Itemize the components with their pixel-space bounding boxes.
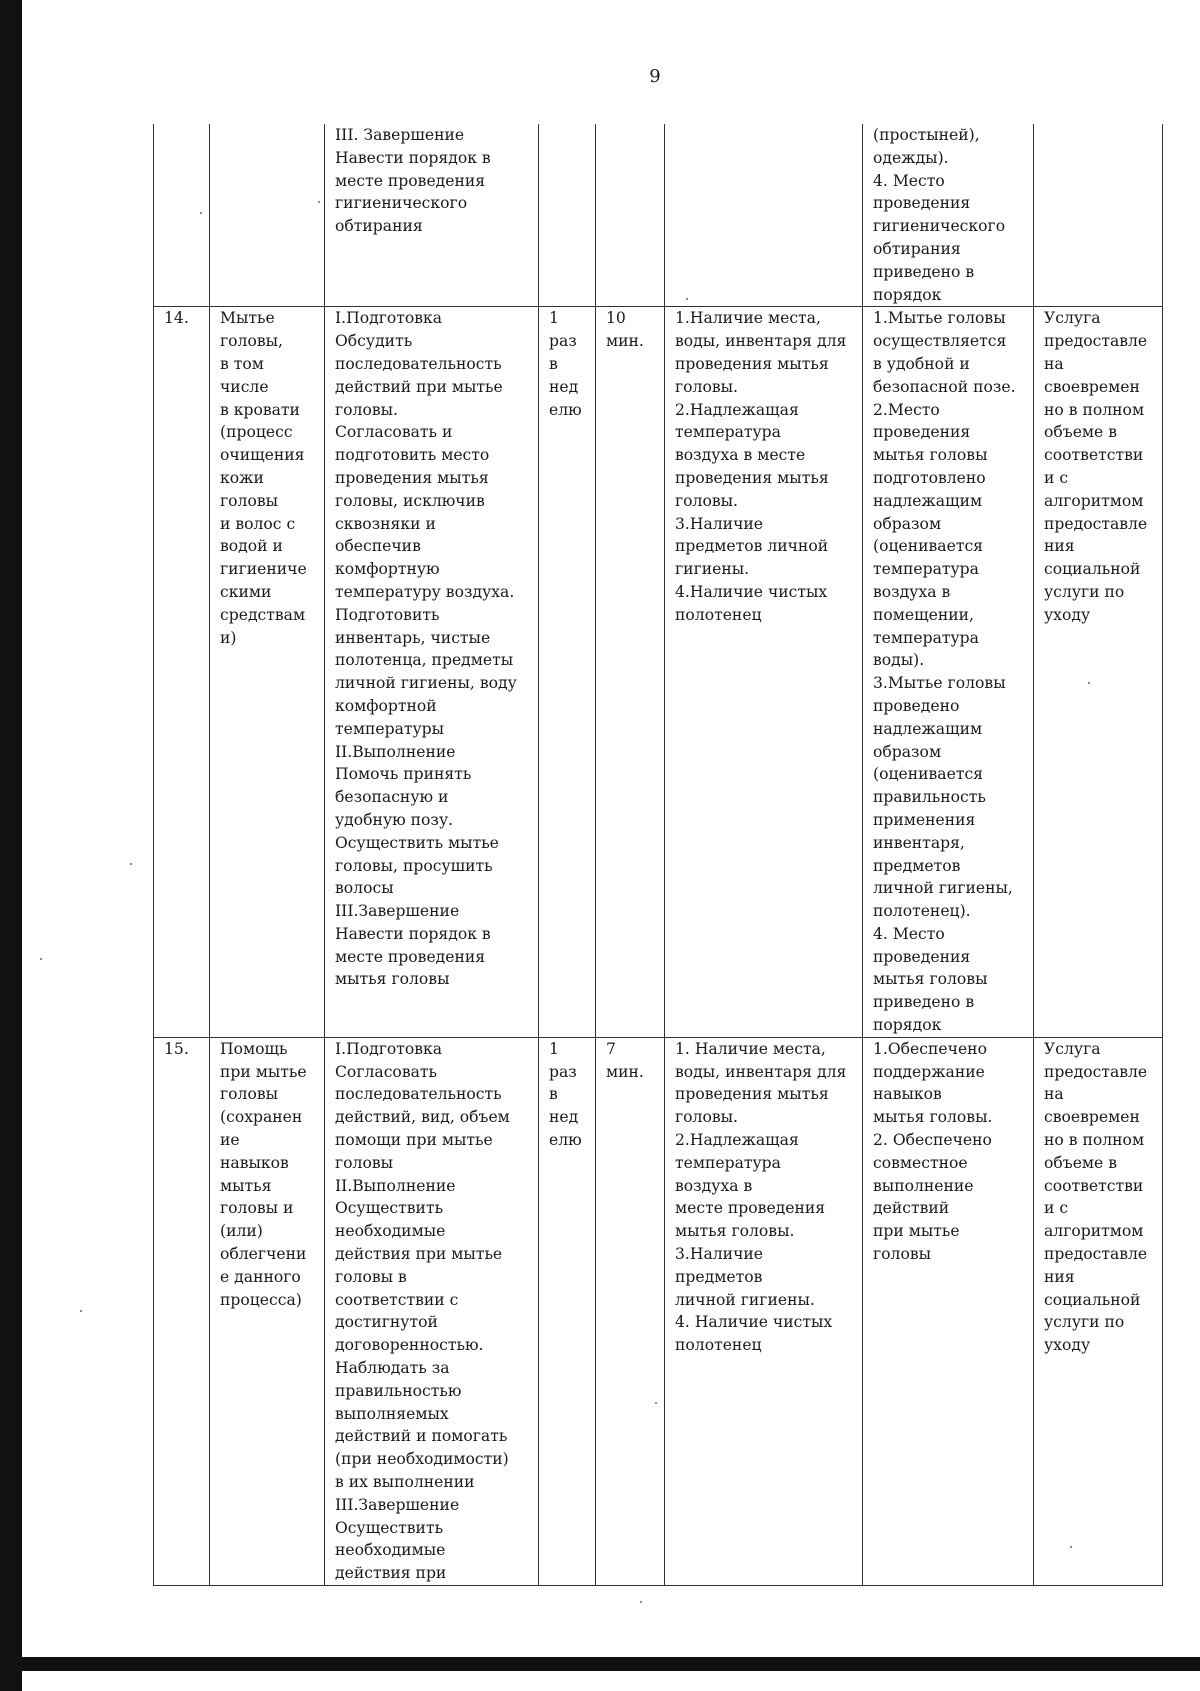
time-line: мин. bbox=[606, 1062, 644, 1081]
conditions-line: предметов личной bbox=[675, 537, 829, 556]
service-actions-line: гигиенического bbox=[335, 194, 468, 213]
frequency-cell bbox=[539, 307, 596, 1038]
quality-indicators-line: 2. Обеспечено bbox=[873, 1131, 992, 1150]
quality-indicators-line: 2.Место bbox=[873, 400, 940, 419]
service-actions-line: правильностью bbox=[335, 1381, 462, 1400]
assessment-cell bbox=[1034, 124, 1163, 307]
frequency-line: 1 bbox=[549, 1039, 559, 1058]
quality-indicators-line: мытья головы bbox=[873, 970, 988, 989]
service-actions-line: Подготовить bbox=[335, 605, 440, 624]
service-actions-line: помощи при мытье bbox=[335, 1131, 493, 1150]
service-actions-line: необходимые bbox=[335, 1541, 446, 1560]
service-name-line: в том bbox=[220, 354, 264, 373]
service-name-line: очищения bbox=[220, 446, 305, 465]
conditions-line: головы. bbox=[675, 377, 738, 396]
conditions-line: полотенец bbox=[675, 605, 762, 624]
quality-indicators-line: образом bbox=[873, 742, 942, 761]
frequency-line: нед bbox=[549, 1108, 579, 1127]
quality-indicators-line: порядок bbox=[873, 1016, 942, 1035]
assessment-line: и с bbox=[1044, 468, 1069, 487]
assessment-line: услуги по bbox=[1044, 582, 1125, 601]
row-number-line: 15. bbox=[164, 1039, 189, 1058]
quality-indicators-line: температура bbox=[873, 560, 979, 579]
conditions-line: личной гигиены. bbox=[675, 1290, 815, 1309]
service-actions-line: Осуществить bbox=[335, 1199, 444, 1218]
conditions-line: 2.Надлежащая bbox=[675, 1131, 799, 1150]
conditions-line: воды, инвентаря для bbox=[675, 1062, 847, 1081]
assessment-line: ния bbox=[1044, 537, 1075, 556]
service-name-line: скими bbox=[220, 582, 272, 601]
assessment-line: Услуга bbox=[1044, 309, 1101, 328]
service-actions-line: действий и помогать bbox=[335, 1427, 508, 1446]
scan-bottom-edge bbox=[20, 1657, 1200, 1671]
service-name-line: (процесс bbox=[220, 423, 293, 442]
conditions-line: температура bbox=[675, 423, 781, 442]
quality-indicators-line: мытья головы bbox=[873, 446, 988, 465]
table-row bbox=[154, 124, 1163, 307]
quality-indicators-line: выполнение bbox=[873, 1176, 974, 1195]
frequency-line: нед bbox=[549, 377, 579, 396]
quality-indicators-line: мытья головы. bbox=[873, 1108, 993, 1127]
quality-indicators-line: надлежащим bbox=[873, 719, 983, 738]
conditions-cell bbox=[665, 307, 863, 1038]
frequency-cell bbox=[539, 124, 596, 307]
service-name-cell bbox=[210, 1037, 325, 1585]
assessment-line: своевремен bbox=[1044, 1108, 1140, 1127]
quality-indicators-line: образом bbox=[873, 514, 942, 533]
quality-indicators-line: обтирания bbox=[873, 239, 961, 258]
service-name-line: мытья bbox=[220, 1176, 272, 1195]
table-body bbox=[154, 124, 1163, 1586]
service-actions-line: действий, вид, объем bbox=[335, 1108, 510, 1127]
assessment-line: на bbox=[1044, 354, 1064, 373]
service-actions-line: комфортную bbox=[335, 560, 440, 579]
quality-indicators-line: проведения bbox=[873, 423, 971, 442]
service-actions-line: головы, исключив bbox=[335, 491, 485, 510]
service-name-line: и) bbox=[220, 628, 237, 647]
conditions-line: воздуха в bbox=[675, 1176, 753, 1195]
frequency-line: раз bbox=[549, 1062, 577, 1081]
service-actions-line: Согласовать и bbox=[335, 423, 453, 442]
quality-indicators-cell bbox=[863, 1037, 1034, 1585]
assessment-cell bbox=[1034, 307, 1163, 1038]
quality-indicators-line: навыков bbox=[873, 1085, 942, 1104]
table-row bbox=[154, 307, 1163, 1038]
service-actions-line: комфортной bbox=[335, 696, 437, 715]
service-actions-line: обеспечив bbox=[335, 537, 421, 556]
assessment-line: алгоритмом bbox=[1044, 1222, 1144, 1241]
conditions-line: 1.Наличие места, bbox=[675, 309, 821, 328]
service-actions-line: Осуществить мытье bbox=[335, 833, 499, 852]
quality-indicators-line: безопасной позе. bbox=[873, 377, 1016, 396]
service-actions-line: головы. bbox=[335, 400, 398, 419]
assessment-line: уходу bbox=[1044, 1336, 1091, 1355]
service-name-line: процесса) bbox=[220, 1290, 302, 1309]
row-number-cell bbox=[154, 307, 210, 1038]
service-actions-line: Обсудить bbox=[335, 332, 413, 351]
assessment-cell bbox=[1034, 1037, 1163, 1585]
conditions-line: полотенец bbox=[675, 1336, 762, 1355]
frequency-line: в bbox=[549, 1085, 558, 1104]
assessment-line: предоставле bbox=[1044, 332, 1148, 351]
service-actions-line: действий при мытье bbox=[335, 377, 503, 396]
assessment-line: услуги по bbox=[1044, 1313, 1125, 1332]
quality-indicators-cell bbox=[863, 124, 1034, 307]
assessment-line: на bbox=[1044, 1085, 1064, 1104]
conditions-line: предметов bbox=[675, 1267, 763, 1286]
service-name-line: головы, bbox=[220, 332, 283, 351]
service-actions-line: Наблюдать за bbox=[335, 1359, 450, 1378]
service-actions-line: проведения мытья bbox=[335, 468, 489, 487]
service-actions-line: действия при мытье bbox=[335, 1245, 503, 1264]
frequency-line: раз bbox=[549, 332, 577, 351]
assessment-line: соответстви bbox=[1044, 1176, 1144, 1195]
service-actions-line: головы в bbox=[335, 1267, 407, 1286]
conditions-line: 3.Наличие bbox=[675, 1245, 764, 1264]
service-actions-line: необходимые bbox=[335, 1222, 446, 1241]
quality-indicators-line: применения bbox=[873, 810, 976, 829]
quality-indicators-line: 3.Мытье головы bbox=[873, 674, 1006, 693]
quality-indicators-line: (оценивается bbox=[873, 537, 984, 556]
conditions-line: температура bbox=[675, 1153, 781, 1172]
row-number-cell bbox=[154, 124, 210, 307]
service-actions-line: выполняемых bbox=[335, 1404, 449, 1423]
assessment-line: соответстви bbox=[1044, 446, 1144, 465]
frequency-line: в bbox=[549, 354, 558, 373]
quality-indicators-line: при мытье bbox=[873, 1222, 960, 1241]
assessment-line: но в полном bbox=[1044, 400, 1145, 419]
service-name-line: (или) bbox=[220, 1222, 263, 1241]
service-actions-line: температуру воздуха. bbox=[335, 582, 515, 601]
quality-indicators-line: надлежащим bbox=[873, 491, 983, 510]
conditions-line: головы. bbox=[675, 491, 738, 510]
quality-indicators-line: приведено в bbox=[873, 262, 975, 281]
assessment-line: предоставле bbox=[1044, 1245, 1148, 1264]
quality-indicators-line: правильность bbox=[873, 788, 986, 807]
service-name-line: числе bbox=[220, 377, 269, 396]
service-actions-cell bbox=[325, 307, 539, 1038]
service-actions-line: II.Выполнение bbox=[335, 742, 456, 761]
time-line: мин. bbox=[606, 332, 644, 351]
conditions-line: месте проведения bbox=[675, 1199, 826, 1218]
scan-left-edge bbox=[0, 0, 22, 1691]
conditions-line: 4. Наличие чистых bbox=[675, 1313, 833, 1332]
service-actions-line: достигнутой bbox=[335, 1313, 438, 1332]
conditions-line: 2.Надлежащая bbox=[675, 400, 799, 419]
quality-indicators-line: поддержание bbox=[873, 1062, 985, 1081]
time-line: 7 bbox=[606, 1039, 616, 1058]
service-actions-line: последовательность bbox=[335, 354, 502, 373]
service-name-line: и волос с bbox=[220, 514, 296, 533]
time-cell bbox=[596, 307, 665, 1038]
service-actions-line: мытья головы bbox=[335, 970, 450, 989]
quality-indicators-line: действий bbox=[873, 1199, 950, 1218]
service-actions-line: сквозняки и bbox=[335, 514, 436, 533]
conditions-cell bbox=[665, 124, 863, 307]
quality-indicators-line: 1.Мытье головы bbox=[873, 309, 1006, 328]
time-line: 10 bbox=[606, 309, 626, 328]
conditions-line: воды, инвентаря для bbox=[675, 332, 847, 351]
quality-indicators-line: полотенец). bbox=[873, 902, 971, 921]
service-actions-cell bbox=[325, 124, 539, 307]
services-table bbox=[153, 124, 1163, 1586]
service-actions-line: (при необходимости) bbox=[335, 1450, 509, 1469]
quality-indicators-line: личной гигиены, bbox=[873, 879, 1013, 898]
service-actions-line: Согласовать bbox=[335, 1062, 438, 1081]
service-name-line: облегчени bbox=[220, 1245, 307, 1264]
service-actions-line: III.Завершение bbox=[335, 902, 460, 921]
service-actions-line: волосы bbox=[335, 879, 394, 898]
service-name-cell bbox=[210, 124, 325, 307]
service-name-line: в кровати bbox=[220, 400, 300, 419]
assessment-line: но в полном bbox=[1044, 1131, 1145, 1150]
service-name-line: е данного bbox=[220, 1267, 301, 1286]
service-actions-line: III.Завершение bbox=[335, 1495, 460, 1514]
conditions-line: 4.Наличие чистых bbox=[675, 582, 828, 601]
conditions-line: головы. bbox=[675, 1108, 738, 1127]
service-actions-line: личной гигиены, воду bbox=[335, 674, 517, 693]
page-number: 9 bbox=[649, 66, 661, 87]
service-name-line: гигиениче bbox=[220, 560, 307, 579]
service-actions-line: инвентарь, чистые bbox=[335, 628, 491, 647]
service-name-line: (сохранен bbox=[220, 1108, 303, 1127]
service-actions-line: I.Подготовка bbox=[335, 309, 443, 328]
service-name-line: Мытье bbox=[220, 309, 275, 328]
time-cell bbox=[596, 1037, 665, 1585]
quality-indicators-line: в удобной и bbox=[873, 354, 970, 373]
service-actions-line: Навести порядок в bbox=[335, 924, 491, 943]
quality-indicators-line: одежды). bbox=[873, 148, 949, 167]
conditions-line: проведения мытья bbox=[675, 468, 829, 487]
quality-indicators-line: приведено в bbox=[873, 993, 975, 1012]
frequency-line: елю bbox=[549, 400, 582, 419]
quality-indicators-line: 4. Место bbox=[873, 171, 945, 190]
service-actions-line: полотенца, предметы bbox=[335, 651, 514, 670]
service-actions-line: безопасную и bbox=[335, 788, 449, 807]
conditions-line: мытья головы. bbox=[675, 1222, 795, 1241]
service-actions-line: обтирания bbox=[335, 217, 423, 236]
row-number-line: 14. bbox=[164, 309, 189, 328]
quality-indicators-line: воды). bbox=[873, 651, 925, 670]
quality-indicators-line: инвентаря, bbox=[873, 833, 965, 852]
service-actions-line: удобную позу. bbox=[335, 810, 454, 829]
assessment-line: Услуга bbox=[1044, 1039, 1101, 1058]
quality-indicators-line: (простыней), bbox=[873, 126, 980, 144]
table-row bbox=[154, 1037, 1163, 1585]
conditions-line: воздуха в месте bbox=[675, 446, 806, 465]
service-name-line: головы и bbox=[220, 1199, 294, 1218]
service-name-line: кожи bbox=[220, 468, 264, 487]
service-actions-line: I.Подготовка bbox=[335, 1039, 443, 1058]
quality-indicators-line: проведения bbox=[873, 194, 971, 213]
assessment-line: социальной bbox=[1044, 560, 1141, 579]
frequency-line: 1 bbox=[549, 309, 559, 328]
quality-indicators-line: (оценивается bbox=[873, 765, 984, 784]
quality-indicators-line: предметов bbox=[873, 856, 961, 875]
frequency-cell bbox=[539, 1037, 596, 1585]
service-name-line: Помощь bbox=[220, 1039, 288, 1058]
service-name-line: ие bbox=[220, 1131, 240, 1150]
service-actions-line: головы bbox=[335, 1153, 394, 1172]
service-name-line: навыков bbox=[220, 1153, 289, 1172]
assessment-line: ния bbox=[1044, 1267, 1075, 1286]
quality-indicators-line: осуществляется bbox=[873, 332, 1007, 351]
assessment-line: и с bbox=[1044, 1199, 1069, 1218]
quality-indicators-line: 1.Обеспечено bbox=[873, 1039, 987, 1058]
time-cell bbox=[596, 124, 665, 307]
row-number-cell bbox=[154, 1037, 210, 1585]
assessment-line: алгоритмом bbox=[1044, 491, 1144, 510]
service-actions-line: температуры bbox=[335, 719, 445, 738]
assessment-line: объеме в bbox=[1044, 1153, 1118, 1172]
quality-indicators-line: гигиенического bbox=[873, 217, 1006, 236]
quality-indicators-line: температура bbox=[873, 628, 979, 647]
service-actions-line: соответствии с bbox=[335, 1290, 459, 1309]
frequency-line: елю bbox=[549, 1131, 582, 1150]
assessment-line: социальной bbox=[1044, 1290, 1141, 1309]
service-actions-line: Помочь принять bbox=[335, 765, 472, 784]
quality-indicators-line: головы bbox=[873, 1245, 932, 1264]
service-actions-line: месте проведения bbox=[335, 171, 486, 190]
conditions-line: гигиены. bbox=[675, 560, 750, 579]
service-name-line: головы bbox=[220, 491, 279, 510]
service-actions-cell bbox=[325, 1037, 539, 1585]
quality-indicators-line: совместное bbox=[873, 1153, 968, 1172]
conditions-line: проведения мытья bbox=[675, 354, 829, 373]
service-actions-line: последовательность bbox=[335, 1085, 502, 1104]
service-actions-line: головы, просушить bbox=[335, 856, 493, 875]
service-actions-line: III. Завершение bbox=[335, 126, 465, 144]
quality-indicators-line: 4. Место bbox=[873, 924, 945, 943]
service-name-line: средствам bbox=[220, 605, 306, 624]
service-name-line: водой и bbox=[220, 537, 283, 556]
service-actions-line: действия при bbox=[335, 1564, 447, 1583]
quality-indicators-line: порядок bbox=[873, 285, 942, 304]
assessment-line: уходу bbox=[1044, 605, 1091, 624]
quality-indicators-line: проведения bbox=[873, 947, 971, 966]
service-name-cell bbox=[210, 307, 325, 1038]
service-name-line: при мытье bbox=[220, 1062, 307, 1081]
service-actions-line: Осуществить bbox=[335, 1518, 444, 1537]
service-name-line: головы bbox=[220, 1085, 279, 1104]
quality-indicators-line: воздуха в bbox=[873, 582, 951, 601]
conditions-cell bbox=[665, 1037, 863, 1585]
quality-indicators-line: проведено bbox=[873, 696, 960, 715]
quality-indicators-line: подготовлено bbox=[873, 468, 986, 487]
assessment-line: объеме в bbox=[1044, 423, 1118, 442]
service-actions-line: месте проведения bbox=[335, 947, 486, 966]
service-actions-line: Навести порядок в bbox=[335, 148, 491, 167]
service-actions-line: подготовить место bbox=[335, 446, 490, 465]
service-actions-line: в их выполнении bbox=[335, 1473, 475, 1492]
service-actions-line: договоренностью. bbox=[335, 1336, 484, 1355]
conditions-line: проведения мытья bbox=[675, 1085, 829, 1104]
conditions-line: 1. Наличие места, bbox=[675, 1039, 826, 1058]
conditions-line: 3.Наличие bbox=[675, 514, 764, 533]
assessment-line: предоставле bbox=[1044, 514, 1148, 533]
assessment-line: предоставле bbox=[1044, 1062, 1148, 1081]
quality-indicators-line: помещении, bbox=[873, 605, 975, 624]
assessment-line: своевремен bbox=[1044, 377, 1140, 396]
quality-indicators-cell bbox=[863, 307, 1034, 1038]
service-actions-line: II.Выполнение bbox=[335, 1176, 456, 1195]
